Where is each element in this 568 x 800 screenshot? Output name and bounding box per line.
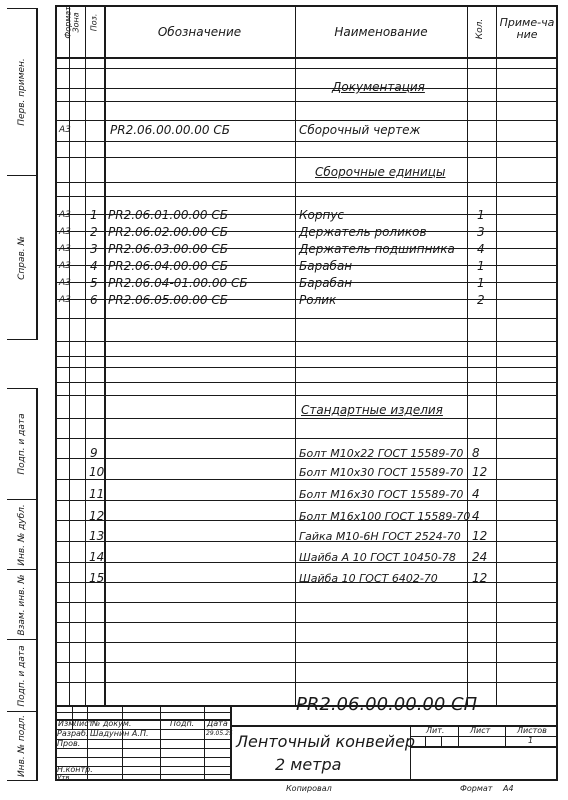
tb-row-prov: Пров. [57, 739, 81, 748]
row-qty: 24 [472, 550, 488, 564]
tb-row-razrab: Разраб. [57, 729, 89, 738]
row-pos: 5 [90, 276, 98, 290]
tb-designation: PR2.06.00.00.00 СП [296, 694, 478, 715]
tb-col-sign: Подп. [170, 719, 195, 728]
row-qty: 3 [477, 225, 485, 239]
row-pos: 11 [89, 487, 105, 501]
side-label-sign-date-2: Подп. и дата [16, 644, 27, 707]
header-zone: Зона [71, 12, 81, 33]
doc-row-format: А3 [59, 125, 71, 135]
row-qty: 1 [477, 259, 485, 273]
row-divider [55, 395, 558, 396]
row-divider [55, 182, 558, 183]
row-name: Барабан [299, 259, 353, 273]
row-designation: PR2.06.02.00.00 СБ [108, 225, 228, 239]
row-divider [55, 367, 558, 368]
row-pos: 3 [90, 242, 98, 256]
sheet-frame [55, 5, 558, 781]
side-box-first-use [7, 8, 37, 176]
row-name: Болт М16х100 ГОСТ 15589-70 [299, 510, 471, 523]
row-divider [55, 682, 558, 683]
side-box-orig-inv [7, 712, 37, 781]
row-qty: 4 [472, 487, 480, 501]
row-qty: 4 [472, 509, 480, 523]
row-name: Ролик [299, 293, 337, 307]
tb-col-izm: Изм. [58, 719, 77, 728]
section-documentation: Документация [332, 80, 425, 94]
tb-date: 29.05.25 [206, 730, 233, 737]
side-box-sign-date-2 [7, 640, 37, 712]
row-divider [55, 479, 558, 480]
row-name: Болт М10х22 ГОСТ 15589-70 [299, 447, 464, 460]
row-name: Держатель роликов [299, 225, 427, 239]
row-qty: 1 [477, 276, 485, 290]
tb-sheet: Лист [470, 726, 491, 735]
row-name: Болт М16х30 ГОСТ 15589-70 [299, 488, 464, 501]
tb-col-list: Лист [73, 719, 94, 728]
tb-developer: Шадунин А.П. [90, 729, 149, 738]
side-label-dup-inv: Инв. № дубл. [16, 503, 27, 566]
tb-title-line2: 2 метра [275, 755, 342, 774]
row-name: Корпус [299, 208, 345, 222]
footer-format-value: А4 [503, 784, 514, 793]
row-divider [55, 196, 558, 197]
header-name: Наименование [334, 25, 428, 39]
row-name: Болт М10х30 ГОСТ 15589-70 [299, 466, 464, 479]
row-format: А3 [59, 261, 71, 271]
tb-lit: Лит. [426, 726, 445, 735]
row-divider [55, 101, 558, 102]
row-name: Гайка М10-6Н ГОСТ 2524-70 [299, 530, 461, 543]
side-label-ref-no: Справ. № [16, 235, 27, 280]
row-designation: PR2.06.03.00.00 СБ [108, 242, 228, 256]
row-pos: 15 [89, 571, 105, 585]
row-divider [55, 356, 558, 357]
row-qty: 2 [477, 293, 485, 307]
row-qty: 1 [477, 208, 485, 222]
header-designation: Обозначение [157, 25, 242, 39]
tb-col-date: Дата [207, 719, 228, 728]
tb-sheets: Листов [517, 726, 547, 735]
row-divider [55, 622, 558, 623]
row-divider [55, 68, 558, 69]
row-designation: PR2.06.05.00.00 СБ [108, 293, 228, 307]
side-box-dup-inv [7, 500, 37, 570]
row-designation: PR2.06.04-01.00.00 СБ [108, 276, 248, 290]
side-box-sign-date-1 [7, 388, 37, 500]
side-label-first-use: Перв. примен. [16, 58, 27, 126]
row-designation: PR2.06.04.00.00 СБ [108, 259, 228, 273]
row-divider [55, 438, 558, 439]
row-name: Держатель подшипника [299, 242, 455, 256]
footer-copied: Копировал [286, 784, 332, 793]
tb-title-line1: Ленточный конвейер [236, 732, 416, 751]
header-format: Формат [63, 6, 73, 39]
row-pos: 1 [90, 208, 98, 222]
row-qty: 4 [477, 242, 485, 256]
row-format: А3 [59, 278, 71, 288]
side-box-ref-no [7, 176, 37, 340]
header-note: Приме-чание [499, 16, 555, 42]
section-standard-items: Стандартные изделия [301, 403, 443, 417]
row-divider [55, 382, 558, 383]
row-pos: 13 [89, 529, 105, 543]
row-pos: 9 [90, 446, 98, 460]
row-divider [55, 341, 558, 342]
row-name: Шайба 10 ГОСТ 6402-70 [299, 572, 438, 585]
header-pos: Поз. [89, 13, 99, 32]
row-divider [55, 642, 558, 643]
section-assembly-units: Сборочные единицы [315, 165, 446, 179]
row-pos: 14 [89, 550, 105, 564]
side-label-repl-inv: Взам. инв. № [16, 573, 27, 636]
doc-row-designation: PR2.06.00.00.00 СБ [110, 123, 230, 137]
row-format: А3 [59, 227, 71, 237]
tb-sheets-value: 1 [528, 736, 534, 745]
row-name: Шайба А 10 ГОСТ 10450-78 [299, 551, 456, 564]
row-format: А3 [59, 295, 71, 305]
footer-format-label: Формат [460, 784, 493, 793]
row-divider [55, 418, 558, 419]
row-pos: 10 [89, 465, 105, 479]
row-pos: 2 [90, 225, 98, 239]
side-label-orig-inv: Инв. № подл. [16, 714, 27, 778]
row-divider [55, 141, 558, 142]
side-label-sign-date-1: Подп. и дата [16, 413, 27, 475]
row-qty: 12 [472, 529, 488, 543]
row-name: Барабан [299, 276, 353, 290]
row-divider [55, 662, 558, 663]
row-qty: 12 [472, 571, 488, 585]
row-format: А3 [59, 244, 71, 254]
row-pos: 6 [90, 293, 98, 307]
row-divider [55, 157, 558, 158]
side-box-repl-inv [7, 570, 37, 640]
row-format: А3 [59, 210, 71, 220]
row-divider [55, 120, 558, 121]
row-pos: 12 [89, 509, 105, 523]
row-divider [55, 318, 558, 319]
header-qty: Кол. [475, 18, 486, 40]
row-divider [55, 88, 558, 89]
row-qty: 12 [472, 465, 488, 479]
row-divider [55, 602, 558, 603]
doc-row-name: Сборочный чертеж [299, 123, 421, 137]
tb-col-docnum: № докум. [92, 719, 132, 728]
tb-row-utv: Утв. [57, 774, 72, 782]
row-pos: 4 [90, 259, 98, 273]
row-qty: 8 [472, 446, 480, 460]
tb-row-nkontr: Н.контр. [57, 765, 93, 774]
row-designation: PR2.06.01.00.00 СБ [108, 208, 228, 222]
